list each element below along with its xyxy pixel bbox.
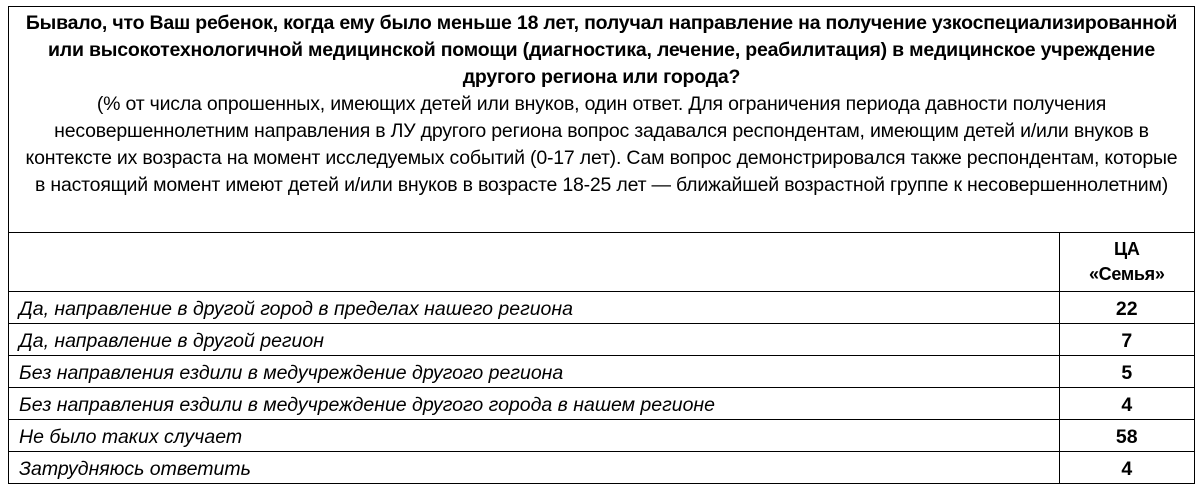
row-value: 7 — [1059, 323, 1194, 355]
column-header-row — [9, 233, 1194, 291]
row-label: Затрудняюсь ответить — [9, 451, 1059, 483]
question-text: Бывало, что Ваш ребенок, когда ему было меньше 18 лет, получал направление на получение узкоспециализированной или высокотехнологичной медицинской помощи (диагностика, лечение, реабилитация) в медицинское учреждение другого региона или города? — [25, 12, 1178, 88]
row-value: 4 — [1059, 387, 1194, 419]
column-header-line1: ЦА — [1113, 238, 1140, 259]
results-table — [9, 233, 1194, 483]
row-value: 58 — [1059, 419, 1194, 451]
table-row — [9, 291, 1194, 323]
column-header-line2: «Семья» — [1088, 263, 1165, 284]
row-label: Без направления ездили в медучреждение другого региона — [9, 355, 1059, 387]
question-note: (% от числа опрошенных, имеющих детей или внуков, один ответ. Для ограничения периода давности получения несовершеннолетним направления в ЛУ другого региона вопрос задавался респондентам, имеющим детей и/или внуков в контексте их возраста на момент исследуемых событий (0-17 лет). Сам вопрос демонстрировался также респондентам, которые в настоящий момент имеют детей и/или внуков в возрасте 18-25 лет — ближайшей возрастной группе к несовершеннолетним) — [25, 93, 1178, 196]
row-value: 22 — [1059, 291, 1194, 323]
survey-table-frame — [8, 6, 1195, 484]
table-row — [9, 451, 1194, 483]
row-label: Без направления ездили в медучреждение другого города в нашем регионе — [9, 387, 1059, 419]
row-value: 5 — [1059, 355, 1194, 387]
table-row — [9, 323, 1194, 355]
row-label: Да, направление в другой регион — [9, 323, 1059, 355]
column-header-target-audience — [1059, 233, 1194, 291]
table-row — [9, 419, 1194, 451]
table-header — [9, 7, 1194, 233]
row-label: Да, направление в другой город в пределах нашего региона — [9, 291, 1059, 323]
table-row — [9, 355, 1194, 387]
row-value: 4 — [1059, 451, 1194, 483]
table-row — [9, 387, 1194, 419]
row-label: Не было таких случает — [9, 419, 1059, 451]
empty-header-cell — [9, 233, 1059, 291]
